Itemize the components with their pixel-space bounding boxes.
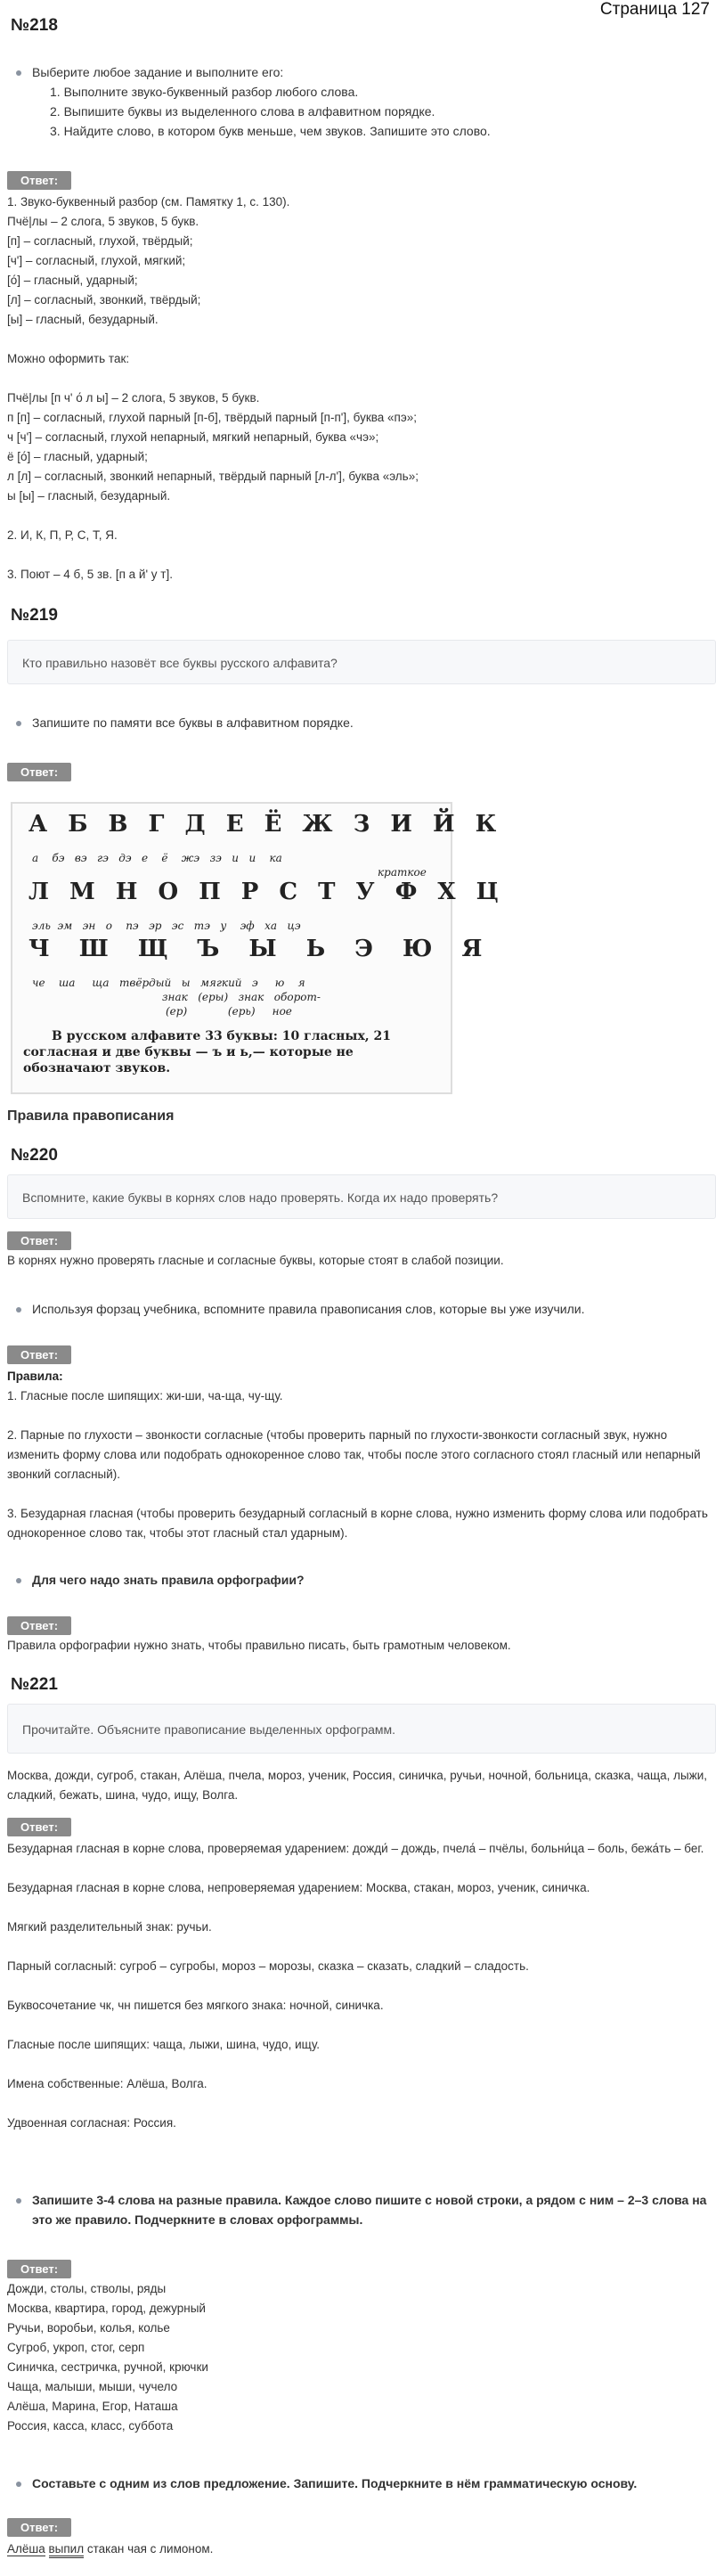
bullet-item xyxy=(16,2190,710,2229)
question-box xyxy=(7,1704,716,1754)
sentence-rest: стакан чая с лимоном. xyxy=(84,2542,214,2556)
alphabet-note: В русском алфавите 33 буквы: 10 гласных, 21 согласная и две буквы — ъ и ь,— которые не обозначают звуков. xyxy=(23,1029,392,1075)
bullet-dot xyxy=(16,1578,21,1583)
bullet-text: Используя форзац учебника, вспомните правила правописания слов, которые вы уже изучили. xyxy=(32,1302,585,1316)
answer-badge: Ответ: xyxy=(7,171,71,190)
word-groups xyxy=(7,2279,710,2436)
answer-text xyxy=(7,1636,710,1656)
sentence-answer xyxy=(7,2539,710,2559)
word-list-text: Москва, дожди, сугроб, стакан, Алёша, пчела, мороз, ученик, Россия, синичка, ручьи, ночной, больница, сказка, чаща, лыжи, сладкий, бежать, шина, чудо, ищу, Волга. xyxy=(7,1769,711,1802)
bullet-item xyxy=(16,1570,710,1590)
task-intro: Выберите любое задание и выполните его: xyxy=(32,65,284,79)
answer-text xyxy=(7,1251,710,1271)
answer-line: Гласные после шипящих: чаща, лыжи, шина, чудо, ищу. xyxy=(7,2038,321,2051)
alphabet-row-letters: Л М Н О П Р С Т У Ф Х Ц xyxy=(28,879,500,905)
task-item: 2. Выпишите буквы из выделенного слова в алфавитном порядке. xyxy=(50,104,435,119)
answer-line: Имена собственные: Алёша, Волга. xyxy=(7,2077,207,2090)
answer-badge: Ответ: xyxy=(7,1616,71,1635)
bullet-dot xyxy=(16,2198,21,2204)
answer-line: Удвоенная согласная: Россия. xyxy=(7,2116,176,2130)
answer-line xyxy=(7,506,710,526)
answer-line: [ч'] – согласный, глухой, мягкий; xyxy=(7,254,186,267)
answer-line: Мягкий разделительный знак: ручьи. xyxy=(7,1920,212,1934)
answer-line: [л] – согласный, звонкий, твёрдый; xyxy=(7,293,201,307)
task-221-title: №221 xyxy=(11,1675,58,1694)
word-list xyxy=(7,1766,710,1805)
answer-line xyxy=(7,1976,710,1996)
answer-line: [ы] – гласный, безударный. xyxy=(7,313,159,326)
answer-line xyxy=(7,1859,710,1878)
section-heading: Правила правописания xyxy=(7,1108,175,1124)
alphabet-row-letters: Ч Ш Щ Ъ Ы Ь Э Ю Я xyxy=(28,936,484,962)
task-item: 1. Выполните звуко-буквенный разбор любого слова. xyxy=(50,85,359,99)
rule-line: 2. Парные по глухости – звонкости согласные (чтобы проверить парный по глухости-звонкости согласный звук, нужно изменить форму слова или подобрать однокоренное слово так, чтобы после этого согласного стоял гласный или непарный звонкий согласный). xyxy=(7,1428,704,1481)
task-221-answer xyxy=(7,1839,710,2133)
answer-line: 2. И, К, П, Р, С, Т, Я. xyxy=(7,528,118,542)
alphabet-row-names: а бэ вэ гэ дэ е ё жэ зэ и и ка xyxy=(32,852,282,864)
answer-line: Безударная гласная в корне слова, непроверяемая ударением: Москва, стакан, мороз, ученик, синичка. xyxy=(7,1881,590,1894)
alphabet-row-names: краткое xyxy=(378,866,427,879)
answer-line: Можно оформить так: xyxy=(7,352,130,365)
word-group-line: Ручьи, воробьи, колья, колье xyxy=(7,2321,170,2335)
page-label: Страница 127 xyxy=(599,0,710,19)
question-text: Кто правильно назовёт все буквы русского алфавита? xyxy=(22,656,338,670)
answer-line xyxy=(7,2055,710,2074)
task-item: 3. Найдите слово, в котором букв меньше, чем звуков. Запишите это слово. xyxy=(50,124,491,138)
answer-line: [о́] – гласный, ударный; xyxy=(7,274,138,287)
alphabet-image xyxy=(11,802,500,1094)
alphabet-row-names: че ша ща твёрдый ы мягкий э ю я xyxy=(32,977,305,989)
alphabet-row-names: знак (еры) знак оборот- xyxy=(162,991,321,1003)
answer-line: Правила орфографии нужно знать, чтобы правильно писать, быть грамотным человеком. xyxy=(7,1639,511,1652)
rule-line xyxy=(7,1406,710,1426)
answer-badge: Ответ: xyxy=(7,763,71,781)
answer-line: Парный согласный: сугроб – сугробы, мороз – морозы, сказка – сказать, сладкий – сладость. xyxy=(7,1959,529,1973)
rule-line: 1. Гласные после шипящих: жи-ши, ча-ща, чу-щу. xyxy=(7,1389,283,1402)
bullet-dot xyxy=(16,2482,21,2487)
answer-badge: Ответ: xyxy=(7,2260,71,2278)
bullet-dot xyxy=(16,1307,21,1313)
answer-line xyxy=(7,545,710,565)
rules-answer xyxy=(7,1367,710,1543)
task-218-instructions xyxy=(16,62,710,141)
answer-line xyxy=(7,1898,710,1918)
alphabet-row-letters: А Б В Г Д Е Ё Ж З И Й К xyxy=(28,811,499,838)
word-group-line: Дожди, столы, стволы, ряды xyxy=(7,2282,167,2295)
alphabet-row-names: эль эм эн о пэ эр эс тэ у эф ха цэ xyxy=(32,920,301,932)
rule-line xyxy=(7,1484,710,1504)
bullet-text: Составьте с одним из слов предложение. Запишите. Подчеркните в нём грамматическую основу. xyxy=(32,2476,638,2490)
bullet-text: Для чего надо знать правила орфографии? xyxy=(32,1573,305,1587)
answer-line: [п] – согласный, глухой, твёрдый; xyxy=(7,234,193,248)
answer-line xyxy=(7,369,710,388)
word-group-line: Синичка, сестричка, ручной, крючки xyxy=(7,2360,208,2374)
answer-line: 1. Звуко-буквенный разбор (см. Памятку 1, с. 130). xyxy=(7,195,290,209)
answer-badge: Ответ: xyxy=(7,2518,71,2537)
bullet-text: Запишите по памяти все буквы в алфавитном порядке. xyxy=(32,716,354,730)
answer-line xyxy=(7,1937,710,1957)
bullet-dot xyxy=(16,70,21,76)
task-218-title: №218 xyxy=(11,16,58,35)
question-text: Вспомните, какие буквы в корнях слов надо проверять. Когда их надо проверять? xyxy=(22,1190,499,1205)
bullet-dot xyxy=(16,721,21,726)
answer-badge: Ответ: xyxy=(7,1231,71,1250)
task-219-title: №219 xyxy=(11,606,58,625)
task-220-title: №220 xyxy=(11,1146,58,1165)
answer-badge: Ответ: xyxy=(7,1818,71,1836)
question-text: Прочитайте. Объясните правописание выделенных орфограмм. xyxy=(22,1722,396,1737)
word-group-line: Москва, квартира, город, дежурный xyxy=(7,2302,206,2315)
alphabet-row-names: (ер) (ерь) ное xyxy=(166,1005,292,1018)
task-218-answer xyxy=(7,192,710,585)
word-group-line: Россия, касса, класс, суббота xyxy=(7,2419,174,2433)
answer-badge: Ответ: xyxy=(7,1345,71,1364)
answer-line: Пчё|лы – 2 слога, 5 звуков, 5 букв. xyxy=(7,215,199,228)
sentence-subject: Алёша xyxy=(7,2542,45,2556)
answer-line: ё [о́] – гласный, ударный; xyxy=(7,450,148,463)
bullet-item xyxy=(16,2474,710,2493)
answer-line xyxy=(7,2094,710,2114)
answer-line xyxy=(7,330,710,349)
answer-line: Пчё|лы [п ч' о́ л ы] – 2 слога, 5 звуков, 5 букв. xyxy=(7,391,260,405)
answer-line xyxy=(7,2016,710,2035)
question-box xyxy=(7,1174,716,1219)
bullet-item xyxy=(16,1299,710,1319)
question-box xyxy=(7,640,716,684)
word-group-line: Чаща, малыши, мыши, чучело xyxy=(7,2380,178,2393)
rules-title: Правила: xyxy=(7,1370,63,1383)
sentence-predicate: выпил xyxy=(49,2542,85,2558)
answer-line: ч [ч'] – согласный, глухой непарный, мягкий непарный, буква «чэ»; xyxy=(7,430,379,444)
answer-line: Буквосочетание чк, чн пишется без мягкого знака: ночной, синичка. xyxy=(7,1999,384,2012)
bullet-item xyxy=(16,713,710,732)
answer-line: Безударная гласная в корне слова, проверяемая ударением: дожди́ – дождь, пчела́ – пчёлы, больни́ца – боль, бежа́ть – бег. xyxy=(7,1842,704,1855)
answer-line: В корнях нужно проверять гласные и согласные буквы, которые стоят в слабой позиции. xyxy=(7,1254,504,1267)
word-group-line: Сугроб, укроп, стог, серп xyxy=(7,2341,145,2354)
bullet-text: Запишите 3-4 слова на разные правила. Каждое слово пишите с новой строки, а рядом с ним – 2–3 слова на это же правило. Подчеркните в словах орфограммы. xyxy=(32,2193,707,2227)
answer-line: п [п] – согласный, глухой парный [п-б], твёрдый парный [п-п'], буква «пэ»; xyxy=(7,411,417,424)
answer-line: л [л] – согласный, звонкий непарный, твёрдый парный [л-л'], буква «эль»; xyxy=(7,470,419,483)
rule-line: 3. Безударная гласная (чтобы проверить безударный согласный в корне слова, нужно изменить форму слова или подобрать однокоренное слово так, чтобы этот гласный стал ударным). xyxy=(7,1507,712,1540)
answer-line: ы [ы] – гласный, безударный. xyxy=(7,489,171,503)
word-group-line: Алёша, Марина, Егор, Наташа xyxy=(7,2400,178,2413)
answer-line: 3. Поют – 4 б, 5 зв. [п а й' у т]. xyxy=(7,568,173,581)
